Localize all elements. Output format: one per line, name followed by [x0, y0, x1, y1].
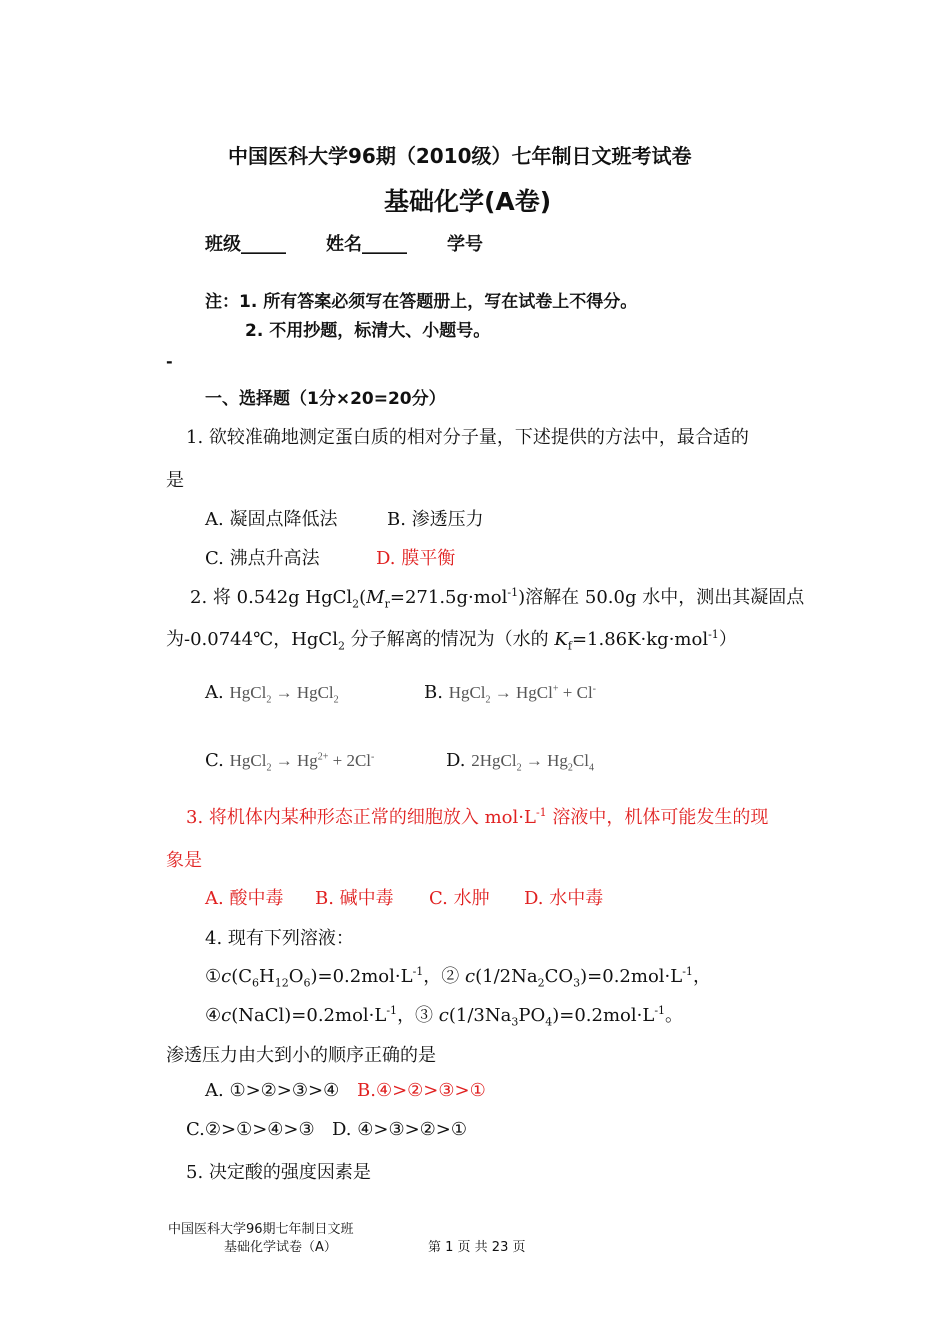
section-1-title: 一、选择题（1分×20=20分） [205, 389, 446, 409]
exam-title: 中国医科大学96期（2010级）七年制日文班考试卷 [228, 144, 692, 168]
note-line-2: 2. 不用抄题，标清大、小题号。 [245, 321, 491, 341]
q2-stem-line-1: 2. 将 0.542g $HgCl_2(M_r=271.5g\cdot mol^{-1})$溶解在 50.0g 水中，测出其凝固点 [190, 586, 805, 611]
q3-option-b: B. 碱中毒 [315, 888, 394, 909]
q1-option-b: B. 渗透压力 [387, 509, 484, 530]
q4-stem: 4. 现有下列溶液： [205, 928, 354, 949]
q3-option-a: A. 酸中毒 [205, 888, 284, 909]
footer-exam-name: 基础化学试卷（A） [224, 1240, 337, 1255]
q4-option-b: B.④>②>③>① [357, 1080, 486, 1101]
q3-stem-line-2: 象是 [166, 850, 202, 871]
name-field-label: 姓名_____ [326, 234, 407, 255]
q2-option-c: C. HgCl$_2$ → $Hg^{2+} + 2Cl^-$ [205, 750, 375, 774]
q1-stem-end: 是 [166, 470, 184, 491]
class-field-label: 班级_____ [205, 234, 286, 255]
q2-formula-c: HgCl$_2$ → $Hg^{2+} + 2Cl^-$ [229, 751, 375, 774]
q4-option-a: A. ①>②>③>④ [205, 1080, 340, 1101]
q5-stem: 5. 决定酸的强度因素是 [186, 1162, 371, 1183]
student-id-label: 学号 [447, 234, 483, 255]
q1-option-d: D. 膜平衡 [376, 548, 456, 569]
q2-option-d: D. 2HgCl$_2$ → $Hg_2Cl_4$ [446, 750, 594, 774]
dash-mark: - [166, 352, 173, 371]
footer-page-number: 第 1 页 共 23 页 [428, 1240, 526, 1255]
q4-option-c: C.②>①>④>③ [186, 1119, 315, 1140]
q3-option-d: D. 水中毒 [524, 888, 604, 909]
q2-stem-line-2: 为-0.0744℃，HgCl$_2$ 分子解离的情况为（水的 $K_f=1.86K\cdot kg\cdot mol^{-1}$） [166, 628, 737, 653]
q2-option-a: A. HgCl$_2$ → HgCl$_2$ [205, 682, 339, 706]
q2-formula-b: HgCl$_2$ → HgCl+ + Cl- [448, 683, 597, 706]
q4-solutions-line-2: $④c(NaCl)=0.2mol\cdot L^{-1}$，③ $c(1/3Na_3PO_4)=0.2mol\cdot L^{-1}$。 [205, 1004, 684, 1029]
q3-stem-line-1: 3. 将机体内某种形态正常的细胞放入 $mol\cdot L^{-1}$ 溶液中，机体可能发生的现 [186, 806, 769, 828]
q1-option-a: A. 凝固点降低法 [205, 509, 338, 530]
footer-school: 中国医科大学96期七年制日文班 [168, 1222, 354, 1237]
q1-option-c: C. 沸点升高法 [205, 548, 320, 569]
q2-formula-a: HgCl$_2$ → HgCl$_2$ [229, 683, 339, 706]
exam-subtitle: 基础化学(A卷) [384, 187, 552, 216]
q3-option-c: C. 水肿 [429, 888, 490, 909]
q2-formula-d: 2HgCl$_2$ → $Hg_2Cl_4$ [471, 751, 594, 774]
q4-solutions-line-1: $①c(C_6H_{12}O_6)=0.2mol\cdot L^{-1}$，② $c(1/2Na_2CO_3)=0.2mol\cdot L^{-1}$， [205, 965, 711, 990]
q4-option-d: D. ④>③>②>① [332, 1119, 468, 1140]
note-line-1: 注：1. 所有答案必须写在答题册上，写在试卷上不得分。 [205, 292, 638, 312]
q2-option-b: B. HgCl$_2$ → HgCl+ + Cl- [424, 682, 597, 706]
q1-stem: 1. 欲较准确地测定蛋白质的相对分子量，下述提供的方法中，最合适的 [186, 427, 749, 448]
q4-question: 渗透压力由大到小的顺序正确的是 [166, 1045, 436, 1066]
